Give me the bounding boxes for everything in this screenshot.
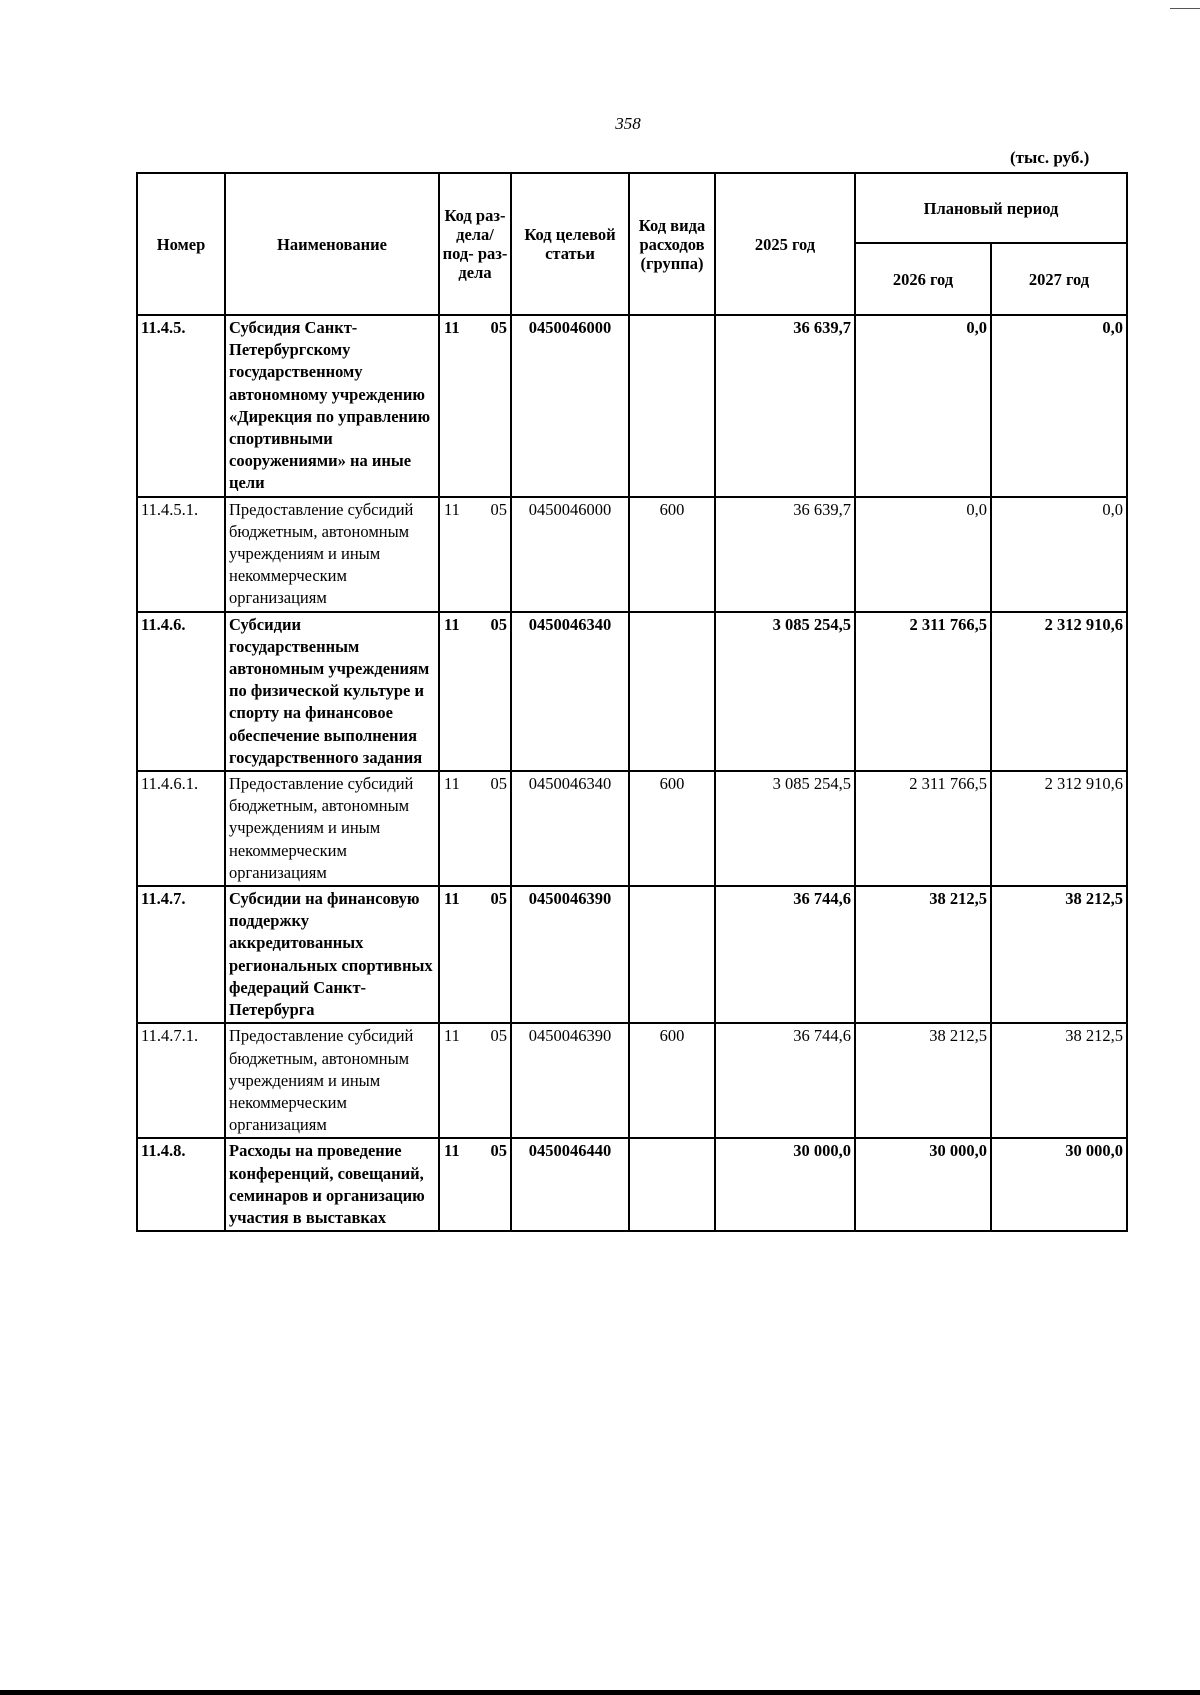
row-target-code: 0450046000 [511, 315, 629, 497]
row-value-2027: 38 212,5 [991, 1023, 1127, 1138]
row-value-2027: 2 312 910,6 [991, 771, 1127, 886]
header-2026: 2026 год [855, 243, 991, 315]
row-subsection: 05 [490, 1026, 507, 1046]
row-target-code: 0450046340 [511, 612, 629, 771]
row-value-2027: 30 000,0 [991, 1138, 1127, 1231]
row-expense-type [629, 315, 715, 497]
row-subsection: 05 [490, 499, 507, 519]
row-subsection: 05 [490, 889, 507, 909]
row-expense-type [629, 612, 715, 771]
header-section: Код раз- дела/ под- раз- дела [439, 173, 511, 315]
row-target-code: 0450046340 [511, 771, 629, 886]
row-value-2026: 38 212,5 [855, 886, 991, 1023]
row-target-code: 0450046440 [511, 1138, 629, 1231]
row-section-code [439, 612, 511, 771]
row-value-2027: 0,0 [991, 497, 1127, 612]
table-body [137, 315, 1127, 1231]
table-row [137, 1023, 1127, 1138]
row-value-2026: 2 311 766,5 [855, 771, 991, 886]
table-row [137, 771, 1127, 886]
row-value-2027: 0,0 [991, 315, 1127, 497]
row-expense-type: 600 [629, 771, 715, 886]
row-section: 11 [444, 774, 460, 794]
header-expense-type: Код вида расходов (группа) [629, 173, 715, 315]
row-number: 11.4.5. [137, 315, 225, 497]
row-section: 11 [444, 318, 460, 337]
row-value-2026: 0,0 [855, 497, 991, 612]
row-subsection: 05 [490, 318, 507, 337]
row-value-2026: 0,0 [855, 315, 991, 497]
units-label: (тыс. руб.) [1010, 148, 1090, 167]
table-row [137, 612, 1127, 771]
row-section-code [439, 315, 511, 497]
row-number: 11.4.5.1. [137, 497, 225, 612]
row-value-2026: 30 000,0 [855, 1138, 991, 1231]
row-value-2025: 3 085 254,5 [715, 612, 855, 771]
row-subsection: 05 [490, 774, 507, 794]
row-section: 11 [444, 1141, 460, 1161]
row-name: Субсидии государственным автономным учреждениям по физической культуре и спорту на финансовое обеспечение выполнения государственного задания [225, 612, 439, 771]
header-row-1 [137, 173, 1127, 243]
row-section-code [439, 886, 511, 1023]
row-name: Субсидия Санкт-Петербургскому государственному автономному учреждению «Дирекция по управлению спортивными сооружениями» на иные цели [225, 315, 439, 497]
row-name: Предоставление субсидий бюджетным, автономным учреждениям и иным некоммерческим организациям [225, 497, 439, 612]
row-expense-type [629, 1138, 715, 1231]
row-value-2027: 38 212,5 [991, 886, 1127, 1023]
row-value-2025: 36 744,6 [715, 886, 855, 1023]
row-section-code [439, 771, 511, 886]
row-expense-type: 600 [629, 497, 715, 612]
header-number: Номер [137, 173, 225, 315]
row-section: 11 [444, 1026, 460, 1046]
row-value-2025: 36 744,6 [715, 1023, 855, 1138]
header-2027: 2027 год [991, 243, 1127, 315]
header-name: Наименование [225, 173, 439, 315]
row-name: Предоставление субсидий бюджетным, автономным учреждениям и иным некоммерческим организациям [225, 1023, 439, 1138]
corner-mark [1170, 0, 1200, 9]
row-number: 11.4.6. [137, 612, 225, 771]
row-number: 11.4.6.1. [137, 771, 225, 886]
row-name: Расходы на проведение конференций, совещаний, семинаров и организацию участия в выставках [225, 1138, 439, 1231]
row-value-2026: 38 212,5 [855, 1023, 991, 1138]
row-value-2027: 2 312 910,6 [991, 612, 1127, 771]
row-value-2026: 2 311 766,5 [855, 612, 991, 771]
row-target-code: 0450046390 [511, 886, 629, 1023]
header-target: Код целевой статьи [511, 173, 629, 315]
row-value-2025: 36 639,7 [715, 315, 855, 497]
table-row [137, 497, 1127, 612]
row-subsection: 05 [490, 614, 507, 634]
page-number: 358 [615, 114, 641, 133]
row-section: 11 [444, 614, 460, 634]
row-section: 11 [444, 889, 460, 909]
row-value-2025: 30 000,0 [715, 1138, 855, 1231]
row-value-2025: 36 639,7 [715, 497, 855, 612]
row-section: 11 [444, 499, 460, 519]
bottom-rule [0, 1690, 1200, 1695]
budget-table [136, 172, 1128, 1232]
row-name: Субсидии на финансовую поддержку аккредитованных региональных спортивных федераций Санкт-Петербурга [225, 886, 439, 1023]
table-row [137, 886, 1127, 1023]
row-number: 11.4.7. [137, 886, 225, 1023]
row-section-code [439, 1138, 511, 1231]
table-row [137, 1138, 1127, 1231]
row-expense-type [629, 886, 715, 1023]
row-number: 11.4.7.1. [137, 1023, 225, 1138]
row-subsection: 05 [490, 1141, 507, 1161]
row-target-code: 0450046390 [511, 1023, 629, 1138]
row-target-code: 0450046000 [511, 497, 629, 612]
row-section-code [439, 497, 511, 612]
table-row [137, 315, 1127, 497]
row-number: 11.4.8. [137, 1138, 225, 1231]
row-value-2025: 3 085 254,5 [715, 771, 855, 886]
row-name: Предоставление субсидий бюджетным, автономным учреждениям и иным некоммерческим организациям [225, 771, 439, 886]
row-section-code [439, 1023, 511, 1138]
header-2025: 2025 год [715, 173, 855, 315]
row-expense-type: 600 [629, 1023, 715, 1138]
header-plan-period: Плановый период [855, 173, 1127, 243]
